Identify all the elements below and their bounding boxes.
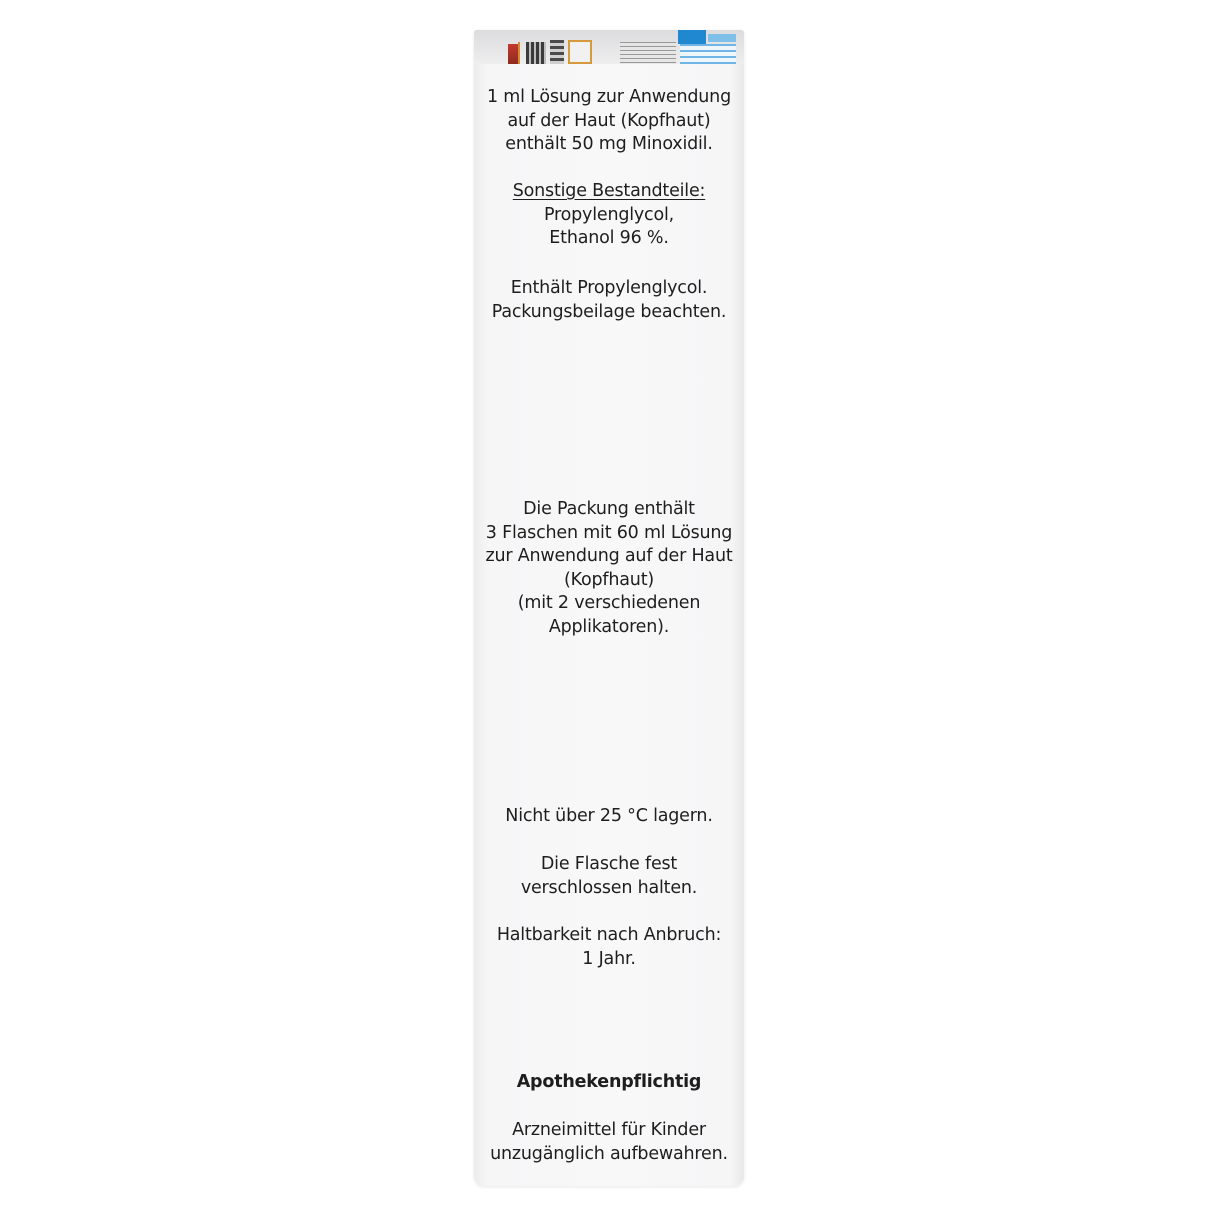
top-flap-text-lines	[620, 42, 676, 64]
composition-block	[474, 86, 744, 157]
warning-block	[474, 277, 744, 324]
shelf-life-line: 1 Jahr.	[582, 948, 636, 969]
excipients-block	[474, 180, 744, 251]
package-top-flap	[474, 30, 744, 64]
package-side-panel	[474, 30, 744, 1186]
excipients-heading: Sonstige Bestandteile:	[512, 181, 706, 201]
storage-temperature-line: Nicht über 25 °C lagern.	[505, 806, 713, 826]
storage-closure-line: verschlossen halten.	[520, 877, 698, 898]
package-contents-line: Die Packung enthält	[523, 499, 695, 519]
child-warning-line: Arzneimittel für Kinder	[512, 1120, 706, 1140]
shelf-life-block	[474, 924, 744, 971]
top-flap-pattern-graphic	[550, 40, 564, 64]
composition-line: enthält 50 mg Minoxidil.	[505, 134, 713, 154]
package-contents-line: (mit 2 verschiedenen	[517, 593, 701, 613]
top-flap-red-graphic	[508, 44, 518, 64]
storage-closure-line: Die Flasche fest	[540, 854, 678, 874]
storage-closure-block	[474, 853, 744, 900]
pharmacy-only-label: Apothekenpflichtig	[516, 1072, 702, 1092]
package-contents-block	[474, 498, 744, 639]
top-flap-blue-band	[708, 34, 736, 42]
shelf-life-line: Haltbarkeit nach Anbruch:	[496, 925, 722, 945]
excipient-item: Propylenglycol,	[543, 204, 675, 225]
top-flap-barcode-graphic	[526, 42, 546, 64]
top-flap-orange-box	[568, 40, 592, 64]
package-contents-line: Applikatoren).	[548, 616, 670, 637]
child-warning-line: unzugänglich aufbewahren.	[490, 1143, 728, 1164]
child-warning-block	[474, 1119, 744, 1166]
excipient-item: Ethanol 96 %.	[549, 228, 669, 248]
package-contents-line: (Kopfhaut)	[563, 569, 654, 590]
package-contents-line: zur Anwendung auf der Haut	[485, 546, 733, 566]
storage-temperature	[474, 805, 744, 829]
composition-line: auf der Haut (Kopfhaut)	[507, 110, 711, 131]
top-flap-blue-logo	[678, 30, 706, 44]
warning-line: Enthält Propylenglycol.	[510, 278, 708, 298]
top-flap-orange-line	[518, 42, 520, 64]
composition-line: 1 ml Lösung zur Anwendung	[487, 87, 731, 107]
legal-status-block	[474, 1071, 744, 1095]
warning-line: Packungsbeilage beachten.	[491, 301, 727, 322]
top-flap-blue-text-lines	[680, 44, 736, 64]
package-contents-line: 3 Flaschen mit 60 ml Lösung	[485, 522, 733, 543]
